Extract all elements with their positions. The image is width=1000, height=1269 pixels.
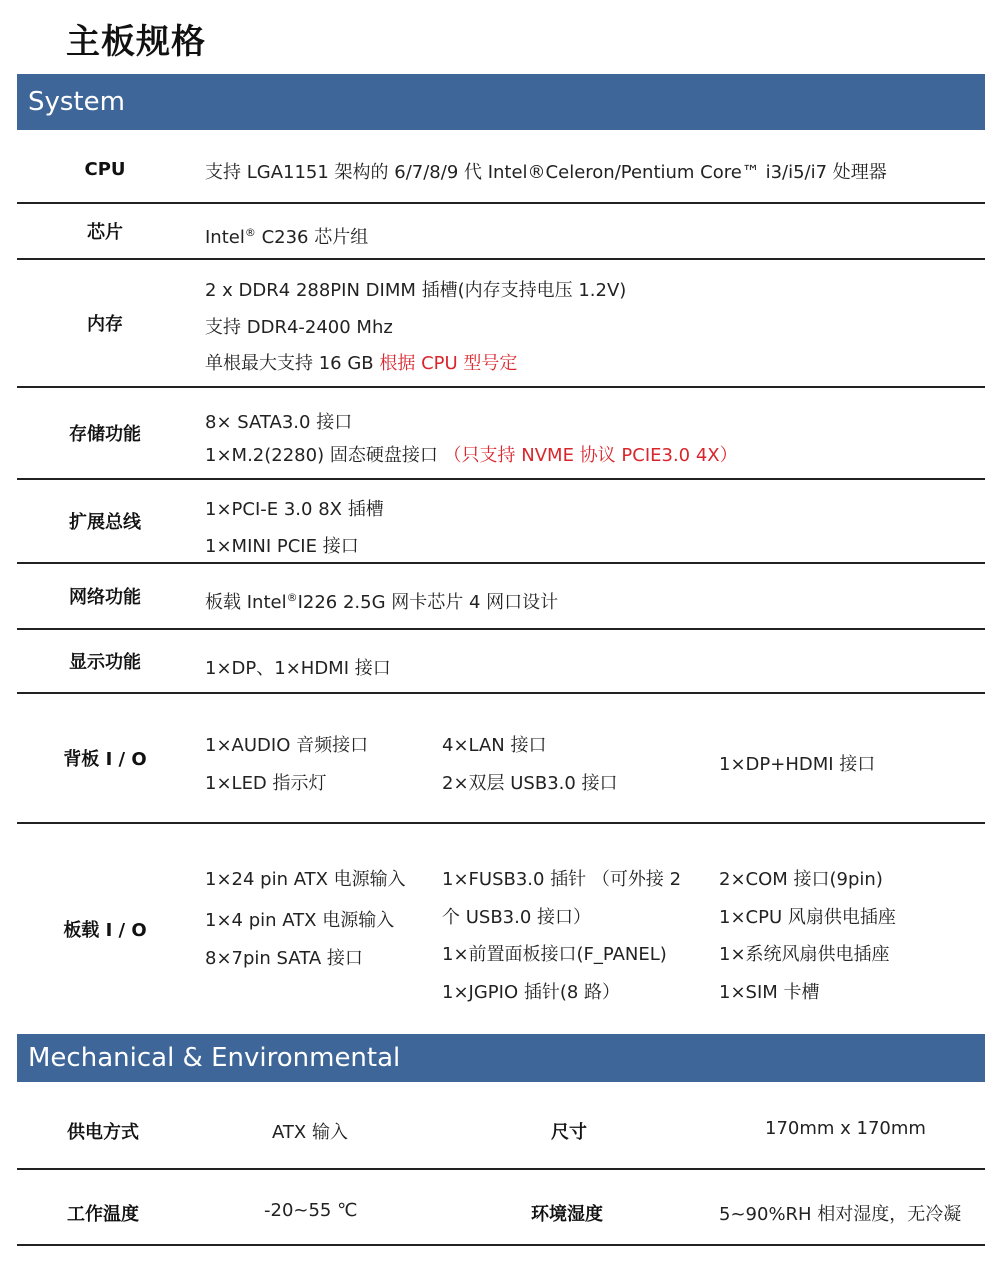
storage-line-2	[205, 441, 738, 467]
storage-line-1: 8× SATA3.0 接口	[205, 412, 353, 433]
storage-nvme-note: （只支持 NVME 协议 PCIE3.0 4X）	[443, 445, 738, 466]
registered-mark: ®	[286, 591, 298, 604]
spec-row-temp-humidity	[17, 1170, 985, 1246]
spec-label-power: 供电方式	[67, 1122, 139, 1143]
onboard-io-fpanel: 1×前置面板接口(F_PANEL)	[442, 944, 667, 965]
spec-value-network	[205, 588, 558, 614]
spec-label-storage: 存储功能	[69, 424, 141, 445]
spec-label-size: 尺寸	[551, 1122, 587, 1143]
onboard-io-cpu-fan: 1×CPU 风扇供电插座	[719, 907, 896, 928]
onboard-io-atx4: 1×4 pin ATX 电源输入	[205, 910, 395, 931]
onboard-io-sim: 1×SIM 卡槽	[719, 982, 820, 1003]
spec-value-power: ATX 输入	[272, 1122, 348, 1143]
onboard-io-fusb-cont: 个 USB3.0 接口）	[442, 907, 592, 928]
registered-mark: ®	[244, 226, 256, 239]
spec-row-rear-io	[17, 694, 985, 824]
spec-label-temp: 工作温度	[67, 1204, 139, 1225]
spec-value-cpu: 支持 LGA1151 架构的 6/7/8/9 代 Intel®Celeron/Pentium Core™ i3/i5/i7 处理器	[205, 162, 887, 183]
spec-label-expansion: 扩展总线	[69, 512, 141, 533]
spec-value-temp: -20~55 ℃	[264, 1200, 358, 1221]
onboard-io-jgpio: 1×JGPIO 插针(8 路）	[442, 982, 621, 1003]
rear-io-lan: 4×LAN 接口	[442, 735, 547, 756]
expansion-line-2: 1×MINI PCIE 接口	[205, 536, 359, 557]
spec-row-network	[17, 564, 985, 630]
onboard-io-com: 2×COM 接口(9pin)	[719, 869, 883, 890]
onboard-io-sys-fan: 1×系统风扇供电插座	[719, 944, 890, 965]
spec-row-chipset	[17, 204, 985, 260]
spec-row-cpu	[17, 136, 985, 204]
spec-label-cpu: CPU	[84, 158, 126, 180]
onboard-io-sata: 8×7pin SATA 接口	[205, 948, 363, 969]
rear-io-audio: 1×AUDIO 音频接口	[205, 735, 369, 756]
spec-row-onboard-io	[17, 824, 985, 1034]
spec-label-rear-io: 背板 I / O	[63, 749, 147, 770]
spec-row-expansion	[17, 480, 985, 564]
network-prefix: 板载 Intel	[205, 592, 287, 613]
storage-m2: 1×M.2(2280) 固态硬盘接口	[205, 445, 444, 466]
memory-line-1: 2 x DDR4 288PIN DIMM 插槽(内存支持电压 1.2V)	[205, 280, 627, 301]
chipset-model: C236 芯片组	[255, 227, 369, 248]
spec-label-network: 网络功能	[69, 587, 141, 608]
spec-row-display	[17, 630, 985, 694]
rear-io-led: 1×LED 指示灯	[205, 773, 327, 794]
spec-label-chipset: 芯片	[87, 222, 123, 243]
onboard-io-atx24: 1×24 pin ATX 电源输入	[205, 869, 406, 890]
spec-label-memory: 内存	[87, 314, 123, 335]
memory-line-2: 支持 DDR4-2400 Mhz	[205, 317, 393, 338]
section-header-mechanical	[17, 1034, 985, 1082]
spec-row-storage	[17, 388, 985, 480]
spec-value-size: 170mm x 170mm	[765, 1118, 926, 1139]
memory-max-capacity: 单根最大支持 16 GB	[205, 353, 380, 374]
expansion-line-1: 1×PCI-E 3.0 8X 插槽	[205, 499, 384, 520]
network-chip: I226 2.5G 网卡芯片 4 网口设计	[297, 592, 559, 613]
section-title-system: System	[28, 87, 125, 117]
spec-value-display: 1×DP、1×HDMI 接口	[205, 658, 391, 679]
spec-value-humidity: 5~90%RH 相对湿度，无冷凝	[719, 1204, 962, 1225]
chipset-brand: Intel	[205, 227, 245, 248]
memory-cpu-note: 根据 CPU 型号定	[379, 353, 518, 374]
section-title-mechanical: Mechanical & Environmental	[28, 1043, 401, 1073]
memory-line-3	[205, 349, 517, 375]
spec-label-humidity: 环境湿度	[531, 1204, 603, 1225]
page-title: 主板规格	[66, 22, 206, 62]
spec-row-memory	[17, 260, 985, 388]
spec-label-onboard-io: 板载 I / O	[63, 920, 147, 941]
rear-io-usb: 2×双层 USB3.0 接口	[442, 773, 618, 794]
onboard-io-fusb: 1×FUSB3.0 插针 （可外接 2	[442, 869, 682, 890]
section-header-system	[17, 74, 985, 130]
spec-row-power-size	[17, 1090, 985, 1170]
rear-io-dp-hdmi: 1×DP+HDMI 接口	[719, 754, 876, 775]
spec-label-display: 显示功能	[69, 652, 141, 673]
spec-value-chipset	[205, 223, 368, 249]
